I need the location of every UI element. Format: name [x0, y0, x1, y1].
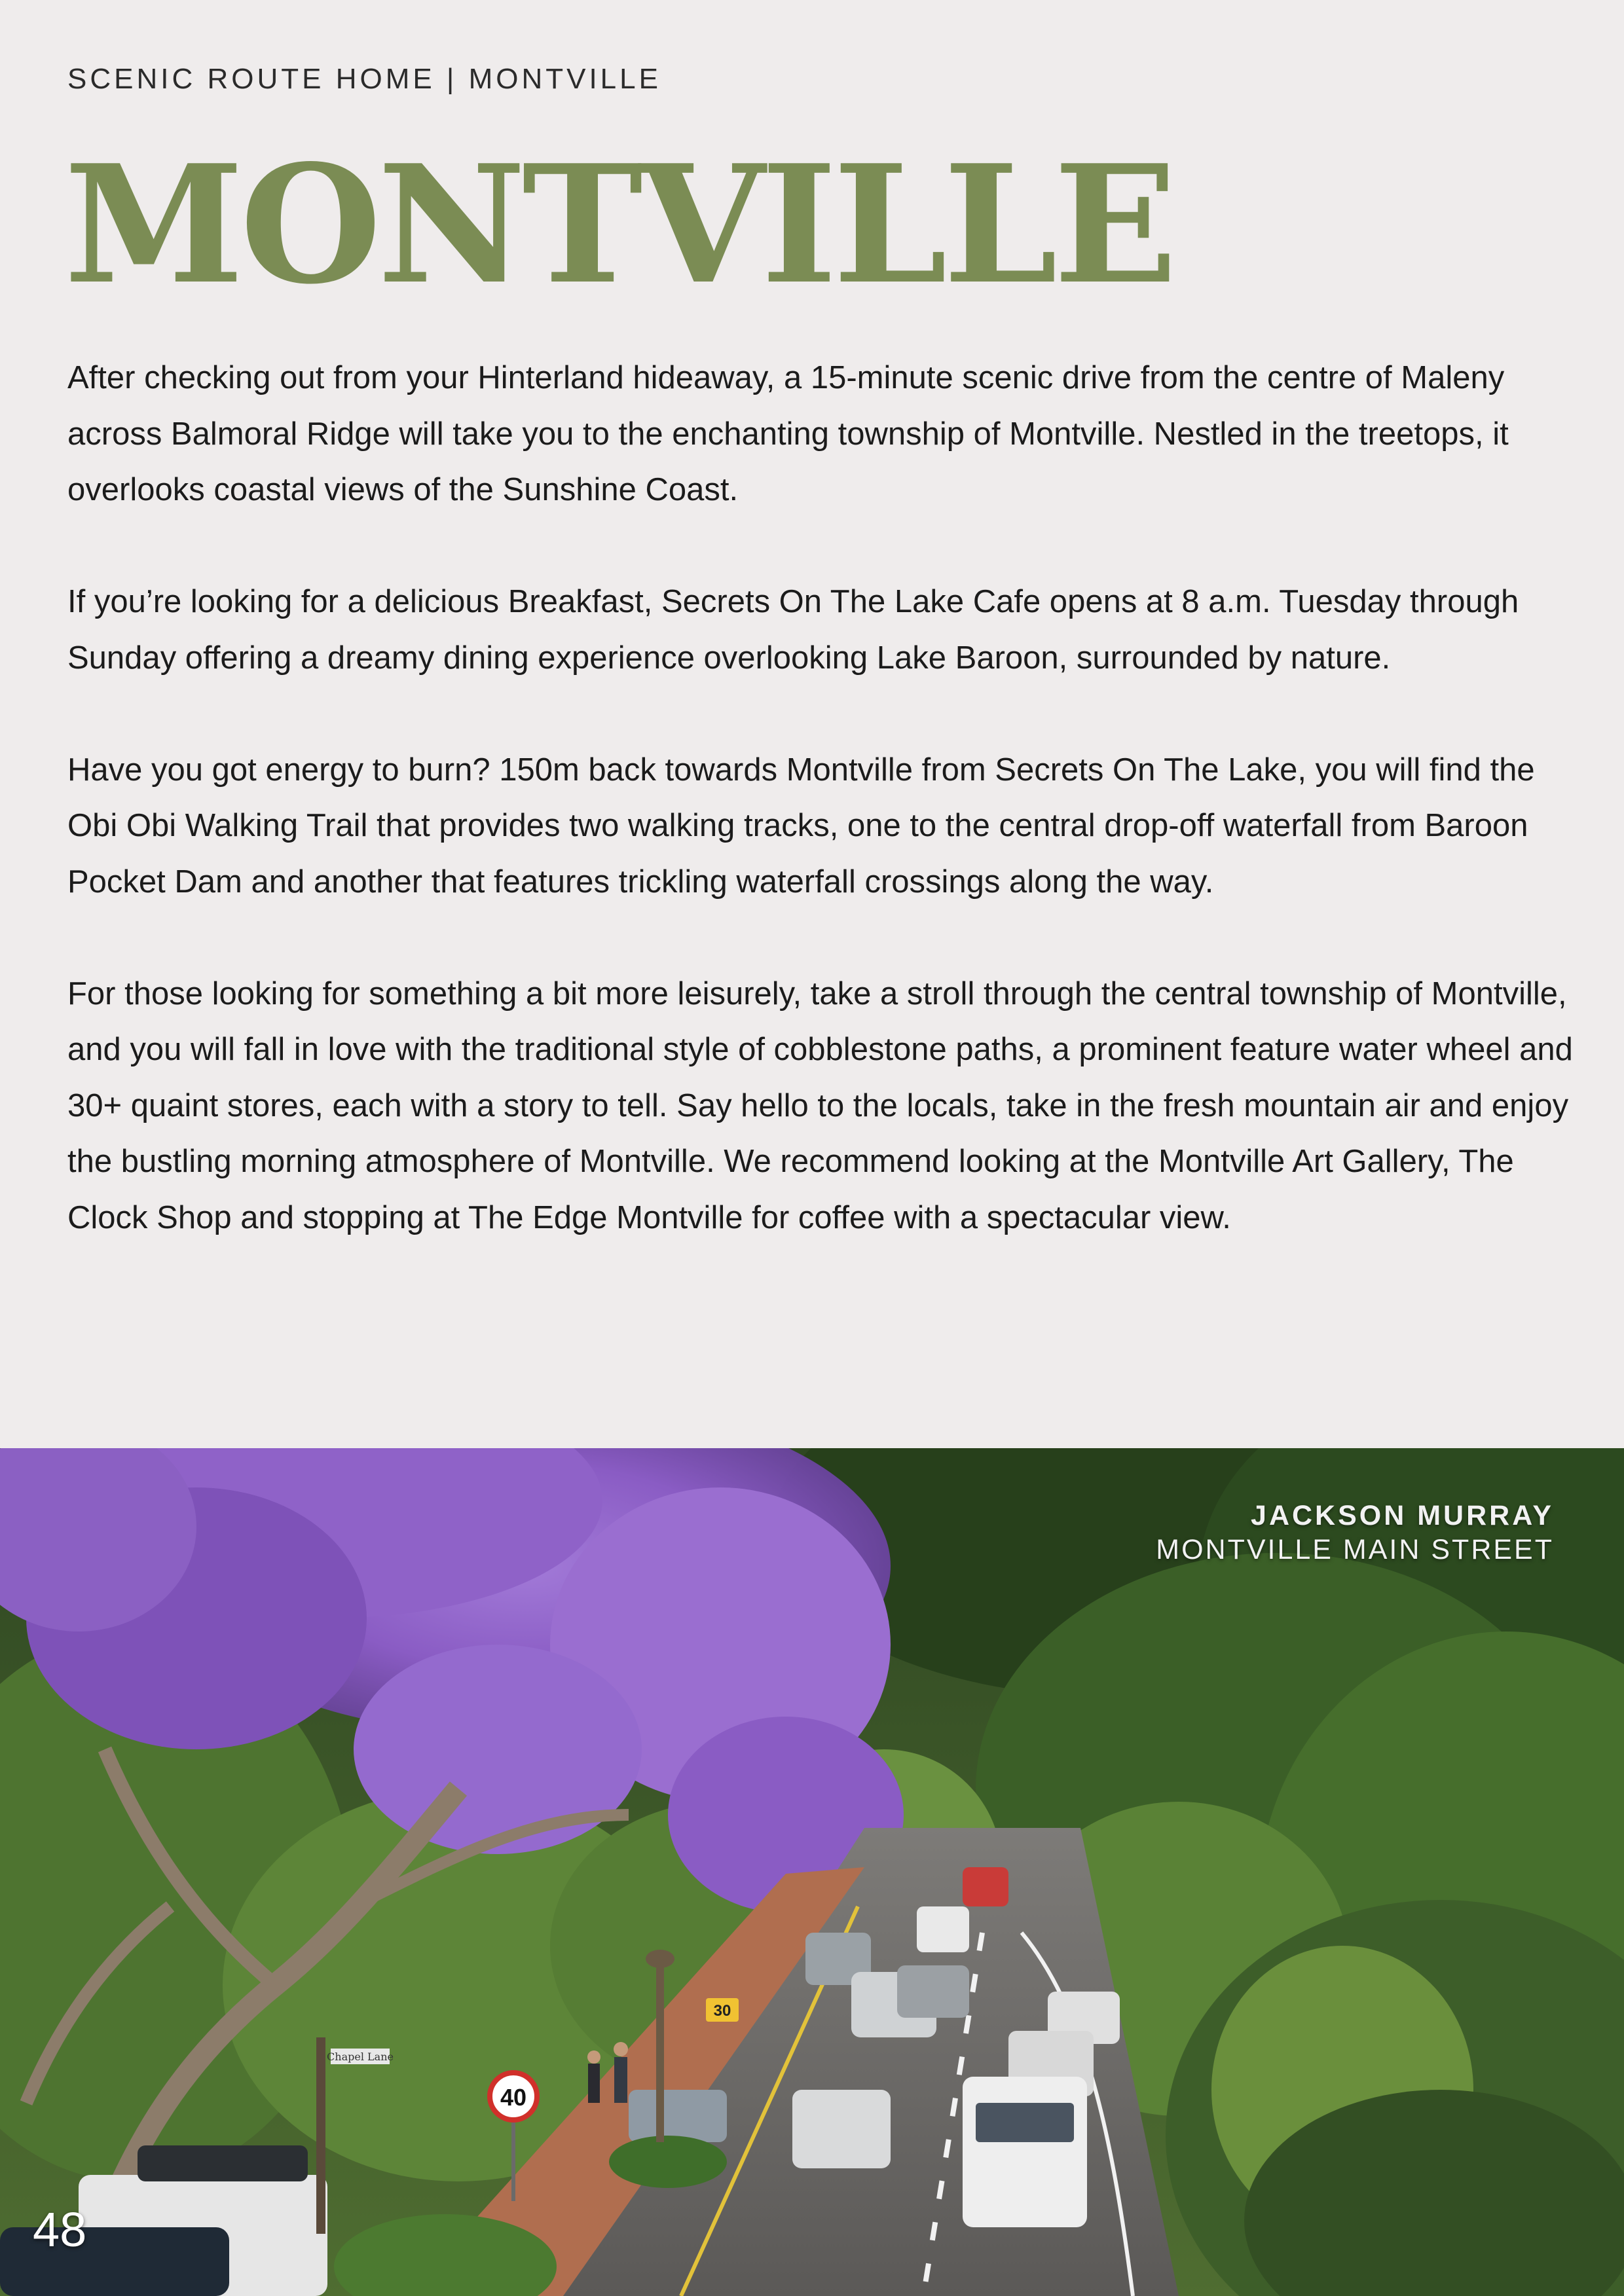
small-sign-text: 30 [713, 2002, 731, 2020]
article-body [67, 350, 1574, 1246]
speed-limit-text: 40 [500, 2084, 527, 2111]
photographer-name: JACKSON MURRAY [1251, 1500, 1554, 1531]
paragraph-township: For those looking for something a bit more leisurely, take a stroll through the central township of Montville, and you will fall in love with the traditional style of cobblestone paths, a prominent feature water wheel and 30+ quaint stores, each with a story to tell. Say hello to the locals, take in the fresh mountain air and enjoy the bustling morning atmosphere of Montville. We recommend looking at the Montville Art Gallery, The Clock Shop and stopping at The Edge Montville for coffee with a spectacular view. [67, 975, 1573, 1235]
paragraph-walking-trail: Have you got energy to burn? 150m back towards Montville from Secrets On The Lake, you will find the Obi Obi Walking Trail that provides two walking tracks, one to the central drop-off waterfall from Baroon Pocket Dam and another that features trickling waterfall crossings along the way. [67, 752, 1535, 900]
street-photo [0, 1448, 1624, 2296]
paragraph-intro: After checking out from your Hinterland hideaway, a 15-minute scenic drive from the centre of Maleny across Balmoral Ridge will take you to the enchanting township of Montville. Nestled in the treetops, it overlooks coastal views of the Sunshine Coast. [67, 360, 1509, 507]
street-illustration [0, 1448, 1624, 2296]
page-number: 48 [33, 2202, 87, 2257]
section-kicker: SCENIC ROUTE HOME | MONTVILLE [67, 63, 661, 95]
paragraph-breakfast: If you’re looking for a delicious Breakfast, Secrets On The Lake Cafe opens at 8 a.m. Tuesday through Sunday offering a dreamy dining experience overlooking Lake Baroon, surrounded by nature. [67, 584, 1519, 676]
photo-credit [1156, 1499, 1554, 1567]
street-sign-text: Chapel Lane [327, 2050, 394, 2063]
photo-caption: MONTVILLE MAIN STREET [1156, 1534, 1554, 1565]
page-title: MONTVILLE [64, 130, 1173, 320]
